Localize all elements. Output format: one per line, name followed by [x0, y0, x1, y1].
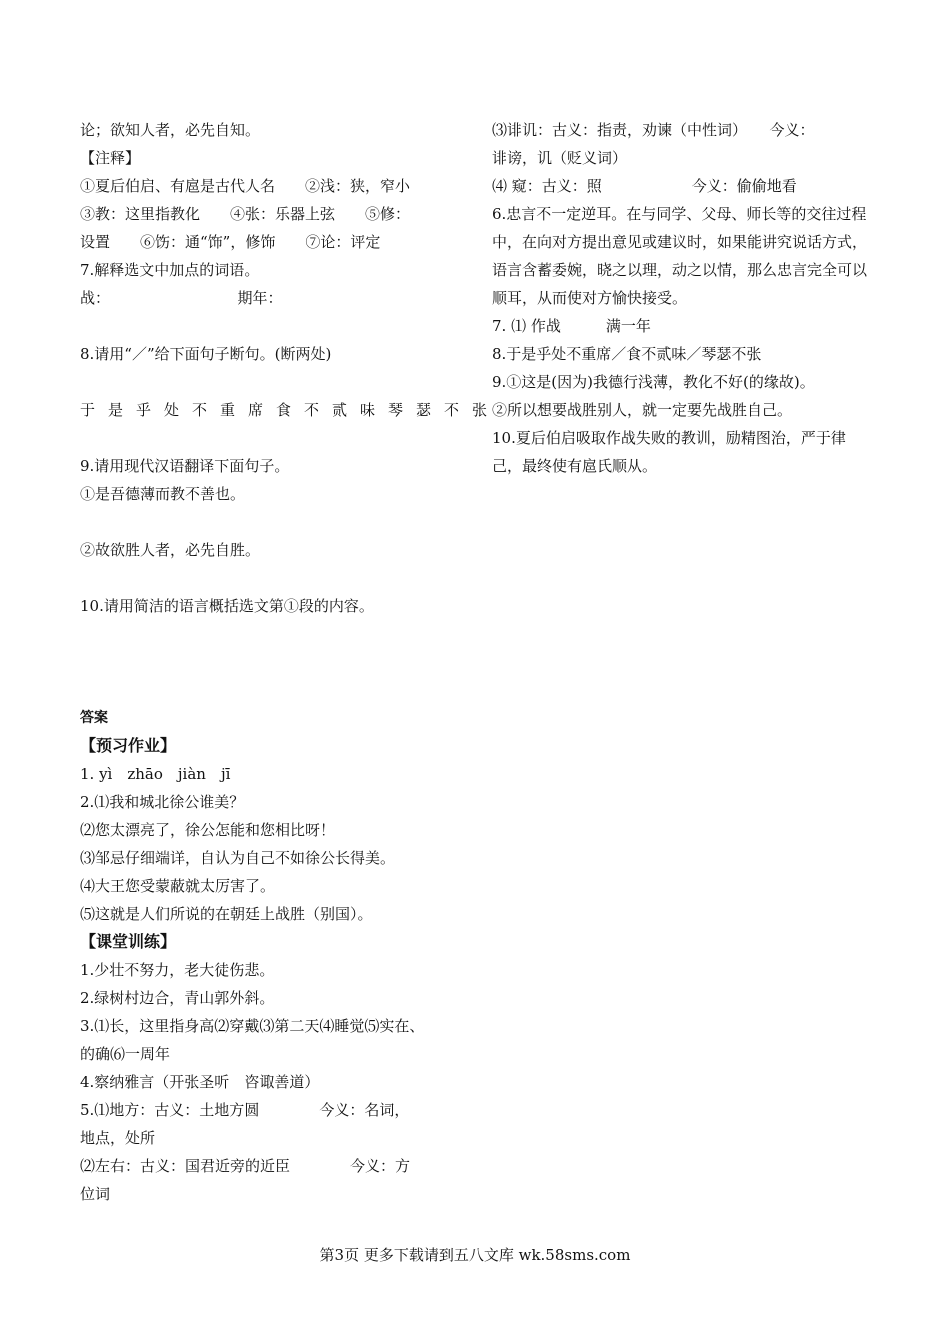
answer-line: 的确⑹一周年	[80, 1045, 171, 1063]
answer-heading: 答案	[80, 710, 108, 726]
question-7: 7.解释选文中加点的词语。	[80, 261, 260, 279]
question-9-item-2: ②故欲胜人者，必先自胜。	[80, 541, 261, 559]
question-9-item-1: ①是吾德薄而教不善也。	[80, 485, 246, 503]
answer-line: ②所以想要战胜别人，就一定要先战胜自己。	[492, 401, 793, 419]
answer-line: 地点，处所	[80, 1129, 156, 1147]
preview-heading: 【预习作业】	[80, 736, 177, 755]
answer-line: 1.少壮不努力，老大徒伤悲。	[80, 961, 275, 979]
answer-line: 7. ⑴ 作战 满一年	[492, 317, 651, 335]
note-line: 设置 ⑥饬：通“饰”，修饰 ⑦论：评定	[80, 233, 381, 251]
answer-line: 1. yì zhāo jiàn jī	[80, 765, 231, 783]
note-line: ③教：这里指教化 ④张：乐器上弦 ⑤修：	[80, 205, 411, 223]
answer-line: 诽谤，讥（贬义词）	[492, 149, 628, 167]
answer-line: ⑵左右：古义：国君近旁的近臣 今义：方	[80, 1157, 411, 1175]
page-footer: 第3页 更多下载请到五八文库 wk.58sms.com	[319, 1246, 631, 1264]
answer-paragraph: 6.忠言不一定逆耳。在与同学、父母、师长等的交往过程中，在向对方提出意见或建议时，如果能讲究说话方式，语言含蓄委婉，晓之以理，动之以情，那么忠言完全可以顺耳，从而使对方愉快接受。	[492, 205, 868, 307]
answer-line: ⑷大王您受蒙蔽就太厉害了。	[80, 877, 276, 895]
text-line: 论；欲知人者，必先自知。	[80, 121, 261, 139]
answer-line: 9.①这是(因为)我德行浅薄，教化不好(的缘故)。	[492, 373, 815, 391]
question-7-blanks: 战： 期年：	[80, 289, 283, 307]
answer-line: ⑶邹忌仔细端详，自认为自己不如徐公长得美。	[80, 849, 396, 867]
answer-line: ⑷ 窥：古义：照 今义：偷偷地看	[492, 177, 797, 195]
answer-line: ⑵您太漂亮了，徐公怎能和您相比呀！	[80, 821, 336, 839]
left-column	[80, 116, 501, 1208]
answer-line: 8.于是乎处不重席／食不贰味／琴瑟不张	[492, 345, 762, 363]
answer-line: ⑶诽讥：古义：指责，劝谏（中性词） 今义：	[492, 121, 815, 139]
answer-paragraph: 10.夏后伯启吸取作战失败的教训，励精图治，严于律己，最终使有扈氏顺从。	[492, 429, 846, 475]
question-8: 8.请用“／”给下面句子断句。(断两处)	[80, 345, 332, 363]
note-line: ①夏后伯启、有扈是古代人名 ②浅：狭，窄小	[80, 177, 411, 195]
question-8-sentence: 于是乎处不重席食不贰味琴瑟不张	[80, 401, 501, 419]
answer-line: 4.察纳雅言（开张圣听 咨诹善道）	[80, 1073, 320, 1091]
answer-line: 3.⑴长，这里指身高⑵穿戴⑶第二天⑷睡觉⑸实在、	[80, 1017, 425, 1035]
right-column	[492, 116, 874, 480]
answer-line: 位词	[80, 1185, 111, 1203]
answer-line: 5.⑴地方：古义：土地方圆 今义：名词，	[80, 1101, 410, 1119]
class-training-heading: 【课堂训练】	[80, 932, 177, 951]
answer-line: 2.⑴我和城北徐公谁美？	[80, 793, 245, 811]
question-10: 10.请用简洁的语言概括选文第①段的内容。	[80, 597, 374, 615]
notes-heading: 【注释】	[80, 149, 141, 167]
answer-line: 2.绿树村边合，青山郭外斜。	[80, 989, 275, 1007]
question-9: 9.请用现代汉语翻译下面句子。	[80, 457, 290, 475]
answer-line: ⑸这就是人们所说的在朝廷上战胜（别国）。	[80, 905, 373, 923]
